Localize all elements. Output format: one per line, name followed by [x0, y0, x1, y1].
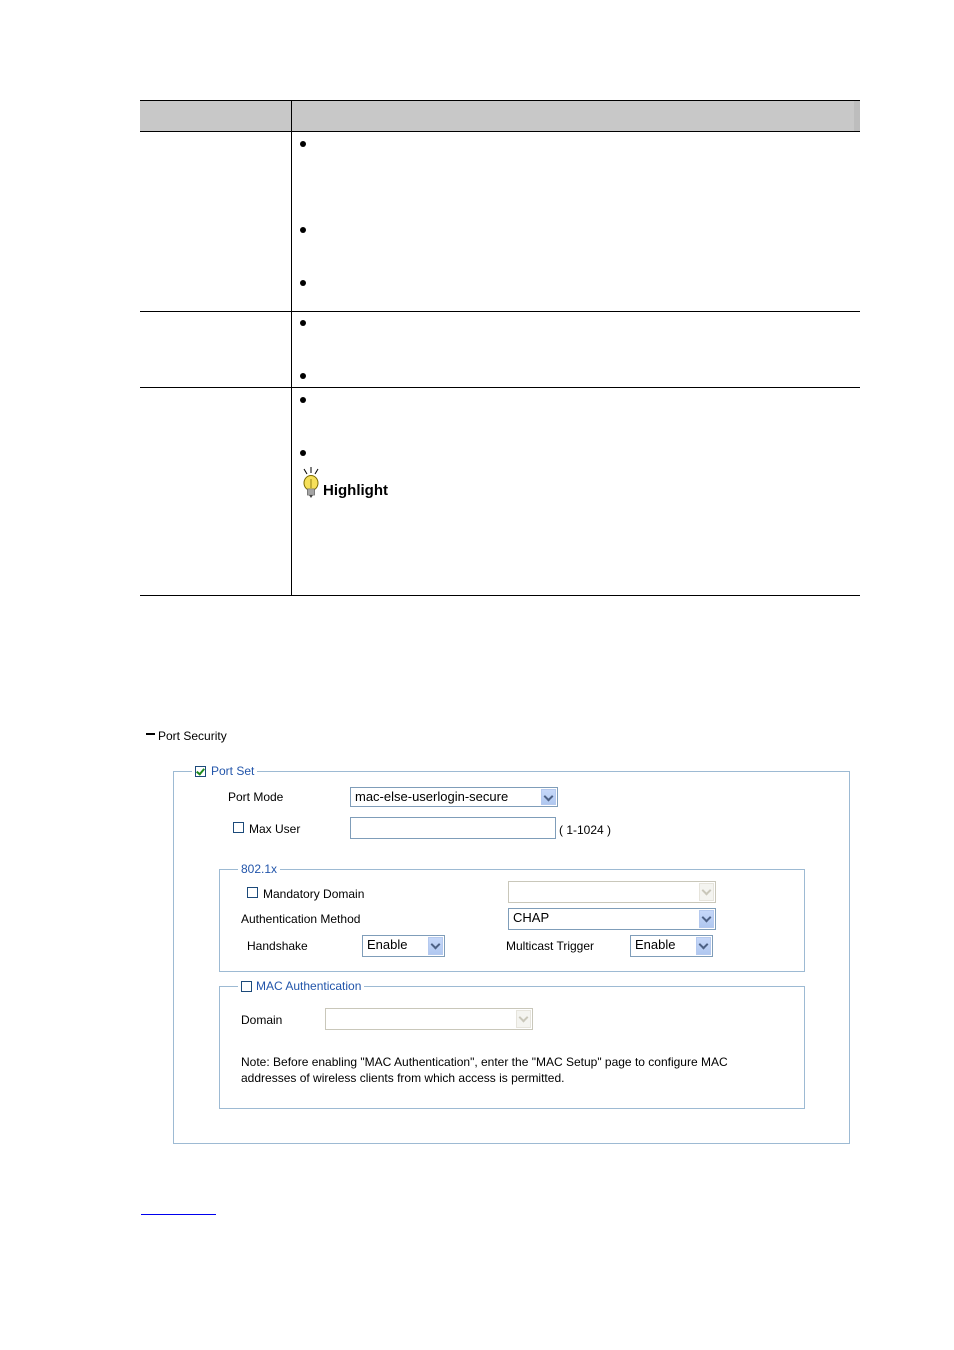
port-set-legend [192, 764, 257, 778]
chevron-down-icon[interactable] [541, 789, 556, 805]
chevron-down-icon[interactable] [696, 937, 711, 955]
max-user-checkbox[interactable] [233, 822, 244, 833]
port-mode-value: mac-else-userlogin-secure [355, 789, 509, 804]
port-mode-label: Port Mode [228, 790, 284, 804]
section-title: Port Security [158, 729, 227, 743]
multicast-trigger-value: Enable [635, 937, 676, 952]
figure-link[interactable] [141, 1214, 216, 1215]
handshake-label: Handshake [247, 939, 308, 953]
chevron-down-icon[interactable] [699, 883, 714, 901]
multicast-trigger-select[interactable] [630, 935, 713, 957]
max-user-input[interactable] [350, 817, 556, 839]
mac-auth-label: MAC Authentication [256, 979, 362, 993]
chevron-down-icon[interactable] [428, 937, 443, 955]
list-bullet [300, 280, 306, 286]
dot1x-legend: 802.1x [241, 862, 278, 876]
list-bullet [300, 141, 306, 147]
list-bullet [300, 397, 306, 403]
auth-method-value: CHAP [513, 910, 550, 925]
port-set-checkbox[interactable] [195, 766, 206, 777]
lightbulb-icon [300, 466, 322, 500]
mac-auth-group [219, 979, 805, 1109]
collapse-icon[interactable] [146, 733, 155, 735]
row-divider [140, 311, 860, 312]
domain-label: Domain [241, 1013, 283, 1027]
highlight-label: Highlight [323, 482, 388, 499]
handshake-value: Enable [367, 937, 408, 952]
row-divider [140, 387, 860, 388]
handshake-select[interactable] [362, 935, 445, 957]
mac-auth-legend [238, 979, 364, 993]
mac-auth-checkbox[interactable] [241, 981, 252, 992]
column-divider [291, 101, 292, 595]
multicast-trigger-label: Multicast Trigger [506, 939, 595, 953]
mandatory-domain-select[interactable] [508, 881, 716, 903]
parameter-table [140, 100, 860, 596]
auth-method-select[interactable] [508, 908, 716, 930]
table-header-row [140, 101, 860, 132]
port-mode-select[interactable] [350, 787, 558, 807]
list-bullet [300, 373, 306, 379]
chevron-down-icon[interactable] [699, 910, 714, 928]
max-user-range: ( 1-1024 ) [559, 823, 612, 837]
highlight-callout [300, 466, 440, 500]
chevron-down-icon[interactable] [516, 1010, 531, 1028]
mandatory-domain-checkbox[interactable] [247, 887, 258, 898]
mac-auth-note: Note: Before enabling "MAC Authentication", enter the "MAC Setup" page to configure MAC addresses of wireless clients from which access is permitted. [241, 1055, 728, 1085]
mandatory-domain-label: Mandatory Domain [263, 887, 365, 901]
list-bullet [300, 227, 306, 233]
list-bullet [300, 320, 306, 326]
auth-method-label: Authentication Method [241, 912, 361, 926]
list-bullet [300, 450, 306, 456]
max-user-label: Max User [249, 822, 301, 836]
domain-select[interactable] [325, 1008, 533, 1030]
port-set-label: Port Set [211, 764, 255, 778]
